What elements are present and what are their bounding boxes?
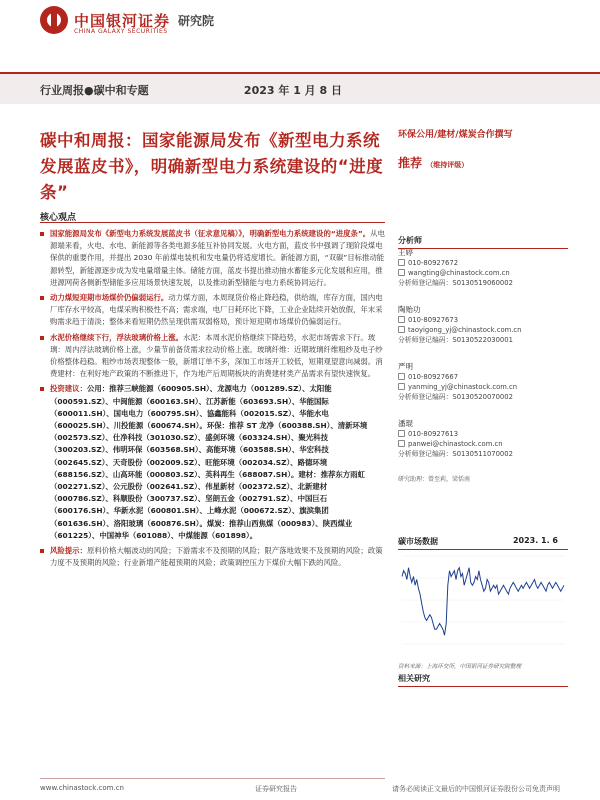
analyst-email[interactable]: panwei@chinastock.com.cn [408,440,503,448]
phone-icon [398,373,405,380]
paragraph-lead: 国家能源局发布《新型电力系统发展蓝皮书（征求意见稿）》，明确新型电力系统建设的“进度条”。 [50,229,371,238]
report-category: 行业周报●碳中和专题 [40,84,149,97]
chart-source: 资料来源：上海环交所，中国银河证券研究院整理 [398,664,522,670]
analyst-card [398,305,568,345]
market-data-header [398,536,568,550]
analyst-email[interactable]: yanming_yj@chinastock.com.cn [408,383,518,391]
analyst-phone: 010-80927673 [408,316,459,324]
footer-disclaimer: 请务必阅读正文最后的中国银河证券股份公司免责声明 [392,785,560,793]
market-data-label: 碳市场数据 [398,537,438,546]
paragraph-text: 动力煤方面，本周现货价格止降趋稳，供给端，库存方面，国内电厂库存水平较高，电煤采购积极性不高；需求端，电厂日耗环比下降，工业企业陆续开始放假，年末采购需求趋于清淡；整体来看短期仍然呈现供需双弱格局，预计短迎期市场煤价仍偏弱运行。 [50,293,383,327]
analyst-name: 严明 [398,362,413,371]
galaxy-logo-icon [40,6,68,34]
core-view-label: 核心观点 [40,213,77,223]
paragraph-lead: 水泥价格继续下行，浮法玻璃价格上涨。 [50,332,184,342]
analyst-label: 分析师 [398,235,568,249]
phone-icon [398,430,405,437]
analyst-cert: 分析师登记编码：S0130522030001 [398,336,513,344]
sector-label: 环保公用/建材/煤炭合作撰写 [398,130,513,140]
institute-name: 研究院 [178,13,215,28]
email-icon [398,269,405,276]
summary-paragraph [40,383,385,542]
analyst-email[interactable]: wangting@chinastock.com.cn [408,269,510,277]
paragraph-text: 水泥：本周水泥价格继续下降趋势，水泥市场需求下行。玻璃：周内浮法玻璃价格上涨，少量节前备货需求拉动价格上涨。玻璃纤维：近期玻璃纤维粗纱及电子纱价格整体趋稳。粗纱市场表现整体一般，新增订单不多，深加工市场开工较低，短期观望意向减弱。消费建材：在利好地产政策的不断推进下，作为地产后周期板块的消费建材类产品需求有望快速恢复。 [50,332,383,379]
analyst-cert: 分析师登记编码：S0130520070002 [398,393,513,401]
email-icon [398,440,405,447]
phone-icon [398,316,405,323]
report-header-bar [0,72,600,104]
carbon-price-chart [398,550,568,650]
analyst-name: 潘琨 [398,419,413,428]
phone-icon [398,259,405,266]
footer-website[interactable]: www.chinastock.com.cn [40,784,124,792]
brand-name-en: CHINA GALAXY SECURITIES [74,28,168,35]
analyst-name: 王婷 [398,248,413,257]
summary-paragraph [40,332,385,381]
analyst-card [398,419,568,459]
analyst-card [398,248,568,288]
brand-name: 中国银河证券 [74,11,171,30]
report-date: 2023 年 1 月 8 日 [243,84,342,97]
analyst-phone: 010-80927667 [408,373,459,381]
summary-paragraph [40,292,385,329]
analyst-cert: 分析师登记编码：S0130519060002 [398,279,513,287]
summary-paragraph [40,545,385,569]
paragraph-text: 原料价格大幅波动的风险；下游需求不及预期的风险；限产落地效果不及预期的风险；政策力度不及预期的风险；行业新增产能超预期的风险；政策调控压力下煤价大幅下跌的风险。 [50,546,383,568]
rating-note: （维持评级） [426,161,469,169]
rating-value: 推荐 [398,156,423,170]
summary-divider [40,222,385,223]
paragraph-lead: 风险提示： [50,546,87,556]
analyst-name: 陶贻功 [398,305,421,314]
email-icon [398,326,405,333]
analyst-phone: 010-80927672 [408,259,459,267]
summary-paragraph [40,228,385,289]
analyst-email[interactable]: taoyigong_yj@chinastock.com.cn [408,326,522,334]
analyst-phone: 010-80927613 [408,430,459,438]
paragraph-text: 公用：推荐三峡能源（600905.SH）、龙源电力（001289.SZ）、太阳能（000591.SZ）、中闽能源（600163.SH）、江苏新能（603693.SH）、华能国际（600011.SH）、国电电力（600795.SH）、協鑫能科（002015.SZ）、华能水电（600025.SH）、川投能源（600674.SH）。环保：推荐 ST 龙净（600388.SH）、清新环境（002573.SZ）、仕净科技（301030.SZ）、盛剑环境（603324.SH）、聚光科技（300203.SZ）、伟明环保（603568.SH）、高能环境（603588.SH）、华宏科技（002645.SZ）、天奇股份（002009.SZ）、旺能环境（002034.SZ）、路德环境（688156.SZ）、山高环能（000803.SZ）、英科再生（688087.SH）。建材：推荐东方雨虹（002271.SZ）、公元股份（002641.SZ）、伟星新材（002372.SZ）、北新建材（000786.SZ）、科顺股份（300737.SZ）、坚朗五金（002791.SZ）、中国巨石（600176.SH）、华新水泥（600801.SH）、上峰水泥（000672.SZ）、旗滨集团（601636.SH）、洛阳玻璃（600876.SH）。煤炭：推荐山西焦煤（000983）、陕西煤业（601225）、中国神华（601088）、中煤能源（601898）。 [50,384,368,540]
brand-logo [40,6,214,34]
summary-body [40,228,385,572]
paragraph-lead: 动力煤短迎期市场煤价仍偏弱运行。 [50,293,169,303]
sidebar-rating [398,128,568,171]
paragraph-lead: 投资建议： [50,384,87,394]
analyst-card [398,362,568,402]
footer-page-note: 证券研究报告 [255,785,297,793]
rating [398,154,568,171]
email-icon [398,383,405,390]
page-footer [0,778,600,800]
related-research-label: 相关研究 [398,673,568,687]
analyst-cert: 分析师登记编码：S0130511070002 [398,450,513,458]
research-assistant-note: 研究助理：曾至莉，梁恬南 [398,476,471,483]
market-data-date: 2023. 1. 6 [512,536,558,545]
report-title: 碳中和周报：国家能源局发布《新型电力系统发展蓝皮书》，明确新型电力系统建设的“进度条” [40,131,384,202]
paragraph-text: 从电源端来看，火电、水电、新能源等各类电源多能互补协同发展。火电方面，蓝皮书中强调了现阶段煤电保供的重要作用，并提出 2030 年前煤电装机和发电量仍将适度增长。新能源方面，“双碳”目标推动能源转型，新能源逐步成为发电量增量主体。储能方面，蓝皮书提出推动抽水蓄能多元化发展和应用，推进源网荷各侧新型储能多应用场景快速发展，以及推动新型储能与电力系统协同运行。 [50,229,385,287]
